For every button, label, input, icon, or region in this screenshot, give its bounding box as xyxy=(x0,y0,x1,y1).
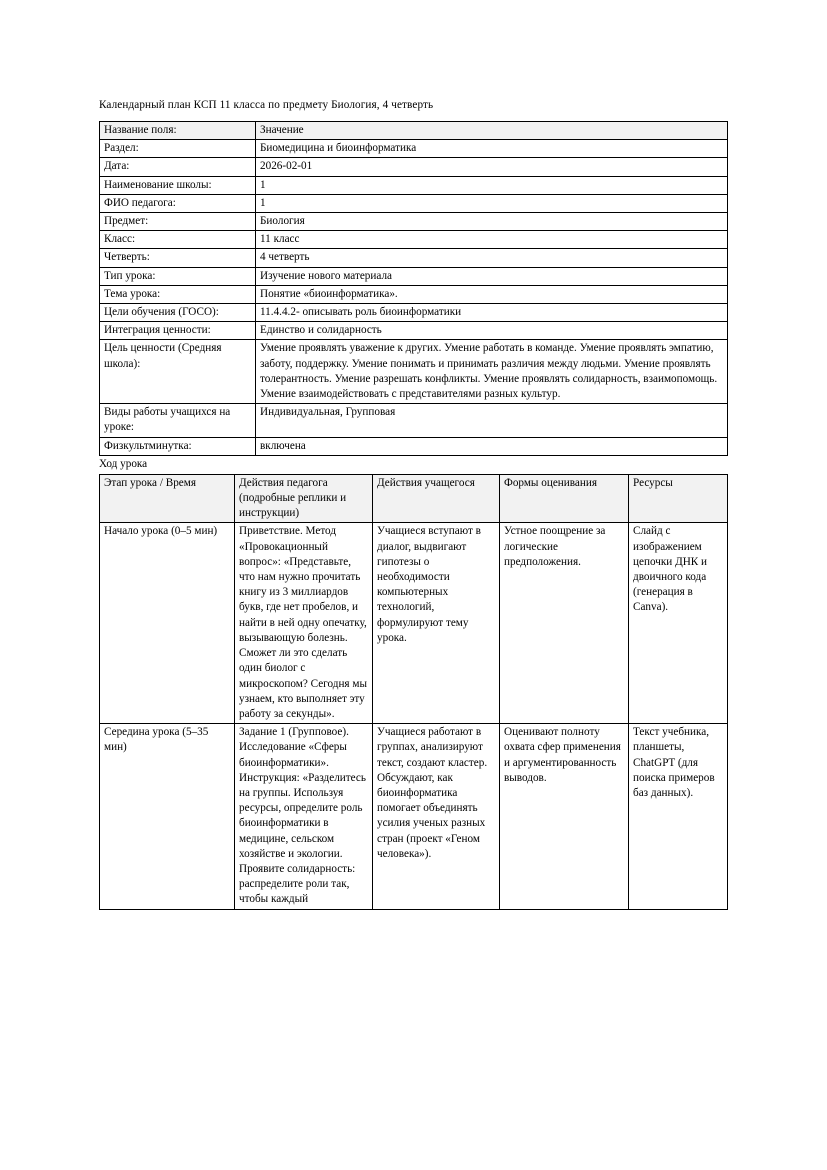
flow-cell-teacher: Задание 1 (Групповое). Исследование «Сферы биоинформатики». Инструкция: «Разделитесь на группы. Используя ресурсы, определите роль биоинформатики в медицине, сельском хозяйстве и экологии. Проявите солидарность: распределите роли так, чтобы каждый xyxy=(235,724,373,909)
info-field-value: Биомедицина и биоинформатика xyxy=(256,140,728,158)
info-field-value: Умение проявлять уважение к других. Умение работать в команде. Умение проявлять эмпатию, заботу, поддержку. Умение понимать и принимать различия между людьми. Умение проявлять толерантность. Умение разрешать конфликты. Умение проявлять солидарность, взаимопомощь. Умение взаимодействовать с представителями разных культур. xyxy=(256,340,728,404)
info-field-label: Интеграция ценности: xyxy=(100,322,256,340)
info-field-value: Биология xyxy=(256,213,728,231)
info-field-label: Четверть: xyxy=(100,249,256,267)
table-row xyxy=(100,285,728,303)
lesson-flow-table xyxy=(99,474,728,910)
info-table-header-row xyxy=(100,122,728,140)
table-row xyxy=(100,267,728,285)
info-field-value: 4 четверть xyxy=(256,249,728,267)
flow-cell-stage: Середина урока (5–35 мин) xyxy=(100,724,235,909)
info-field-label: Тип урока: xyxy=(100,267,256,285)
table-row xyxy=(100,158,728,176)
page-title: Календарный план КСП 11 класса по предмету Биология, 4 четверть xyxy=(99,99,434,111)
table-row xyxy=(100,404,728,437)
page-bottom-margin xyxy=(0,1067,827,1170)
table-row xyxy=(100,724,728,909)
table-row xyxy=(100,523,728,724)
info-field-label: Раздел: xyxy=(100,140,256,158)
table-row xyxy=(100,176,728,194)
flow-header-student: Действия учащегося xyxy=(373,474,500,523)
info-field-value: Единство и солидарность xyxy=(256,322,728,340)
flow-cell-assessment: Устное поощрение за логические предположения. xyxy=(500,523,629,724)
table-row xyxy=(100,231,728,249)
info-field-label: Предмет: xyxy=(100,213,256,231)
flow-cell-stage: Начало урока (0–5 мин) xyxy=(100,523,235,724)
flow-cell-student: Учащиеся вступают в диалог, выдвигают гипотезы о необходимости компьютерных технологий, формулируют тему урока. xyxy=(373,523,500,724)
info-field-label: Цель ценности (Средняя школа): xyxy=(100,340,256,404)
section-caption-lesson-flow: Ход урока xyxy=(99,457,148,470)
info-field-value: 11.4.4.2- описывать роль биоинформатики xyxy=(256,304,728,322)
info-field-value: Понятие «биоинформатика». xyxy=(256,285,728,303)
info-field-value: 11 класс xyxy=(256,231,728,249)
info-field-value: Изучение нового материала xyxy=(256,267,728,285)
info-field-value: Индивидуальная, Групповая xyxy=(256,404,728,437)
flow-cell-resources: Слайд с изображением цепочки ДНК и двоичного кода (генерация в Canva). xyxy=(629,523,728,724)
info-field-label: Дата: xyxy=(100,158,256,176)
flow-cell-student: Учащиеся работают в группах, анализируют текст, создают кластер. Обсуждают, как биоинформатика помогает объединять усилия ученых разных стран (проект «Геном человека»). xyxy=(373,724,500,909)
info-field-label: Класс: xyxy=(100,231,256,249)
info-field-label: ФИО педагога: xyxy=(100,194,256,212)
table-row xyxy=(100,322,728,340)
flow-cell-assessment: Оценивают полноту охвата сфер применения и аргументированность выводов. xyxy=(500,724,629,909)
document-content xyxy=(99,98,727,910)
table-row xyxy=(100,340,728,404)
flow-cell-teacher: Приветствие. Метод «Провокационный вопрос»: «Представьте, что нам нужно прочитать книгу из 3 миллиардов букв, где нет пробелов, и найти в ней одну опечатку, вызывающую болезнь. Сможет ли это сделать один биолог с микроскопом? Сегодня мы узнаем, кто выполняет эту работу за секунды». xyxy=(235,523,373,724)
info-field-value: 1 xyxy=(256,176,728,194)
info-field-label: Физкультминутка: xyxy=(100,437,256,455)
lesson-info-table xyxy=(99,121,728,456)
info-field-label: Тема урока: xyxy=(100,285,256,303)
flow-table-header-row xyxy=(100,474,728,523)
flow-header-stage: Этап урока / Время xyxy=(100,474,235,523)
info-field-label: Наименование школы: xyxy=(100,176,256,194)
info-field-label: Цели обучения (ГОСО): xyxy=(100,304,256,322)
flow-header-teacher: Действия педагога (подробные реплики и инструкции) xyxy=(235,474,373,523)
table-row xyxy=(100,249,728,267)
table-row xyxy=(100,213,728,231)
info-field-value: 2026-02-01 xyxy=(256,158,728,176)
flow-header-assessment: Формы оценивания xyxy=(500,474,629,523)
table-row xyxy=(100,140,728,158)
table-row xyxy=(100,194,728,212)
flow-header-resources: Ресурсы xyxy=(629,474,728,523)
info-field-value: 1 xyxy=(256,194,728,212)
table-row xyxy=(100,304,728,322)
info-header-field: Название поля: xyxy=(100,122,256,140)
info-header-value: Значение xyxy=(256,122,728,140)
info-field-label: Виды работы учащихся на уроке: xyxy=(100,404,256,437)
table-row xyxy=(100,437,728,455)
flow-cell-resources: Текст учебника, планшеты, ChatGPT (для поиска примеров баз данных). xyxy=(629,724,728,909)
info-field-value: включена xyxy=(256,437,728,455)
